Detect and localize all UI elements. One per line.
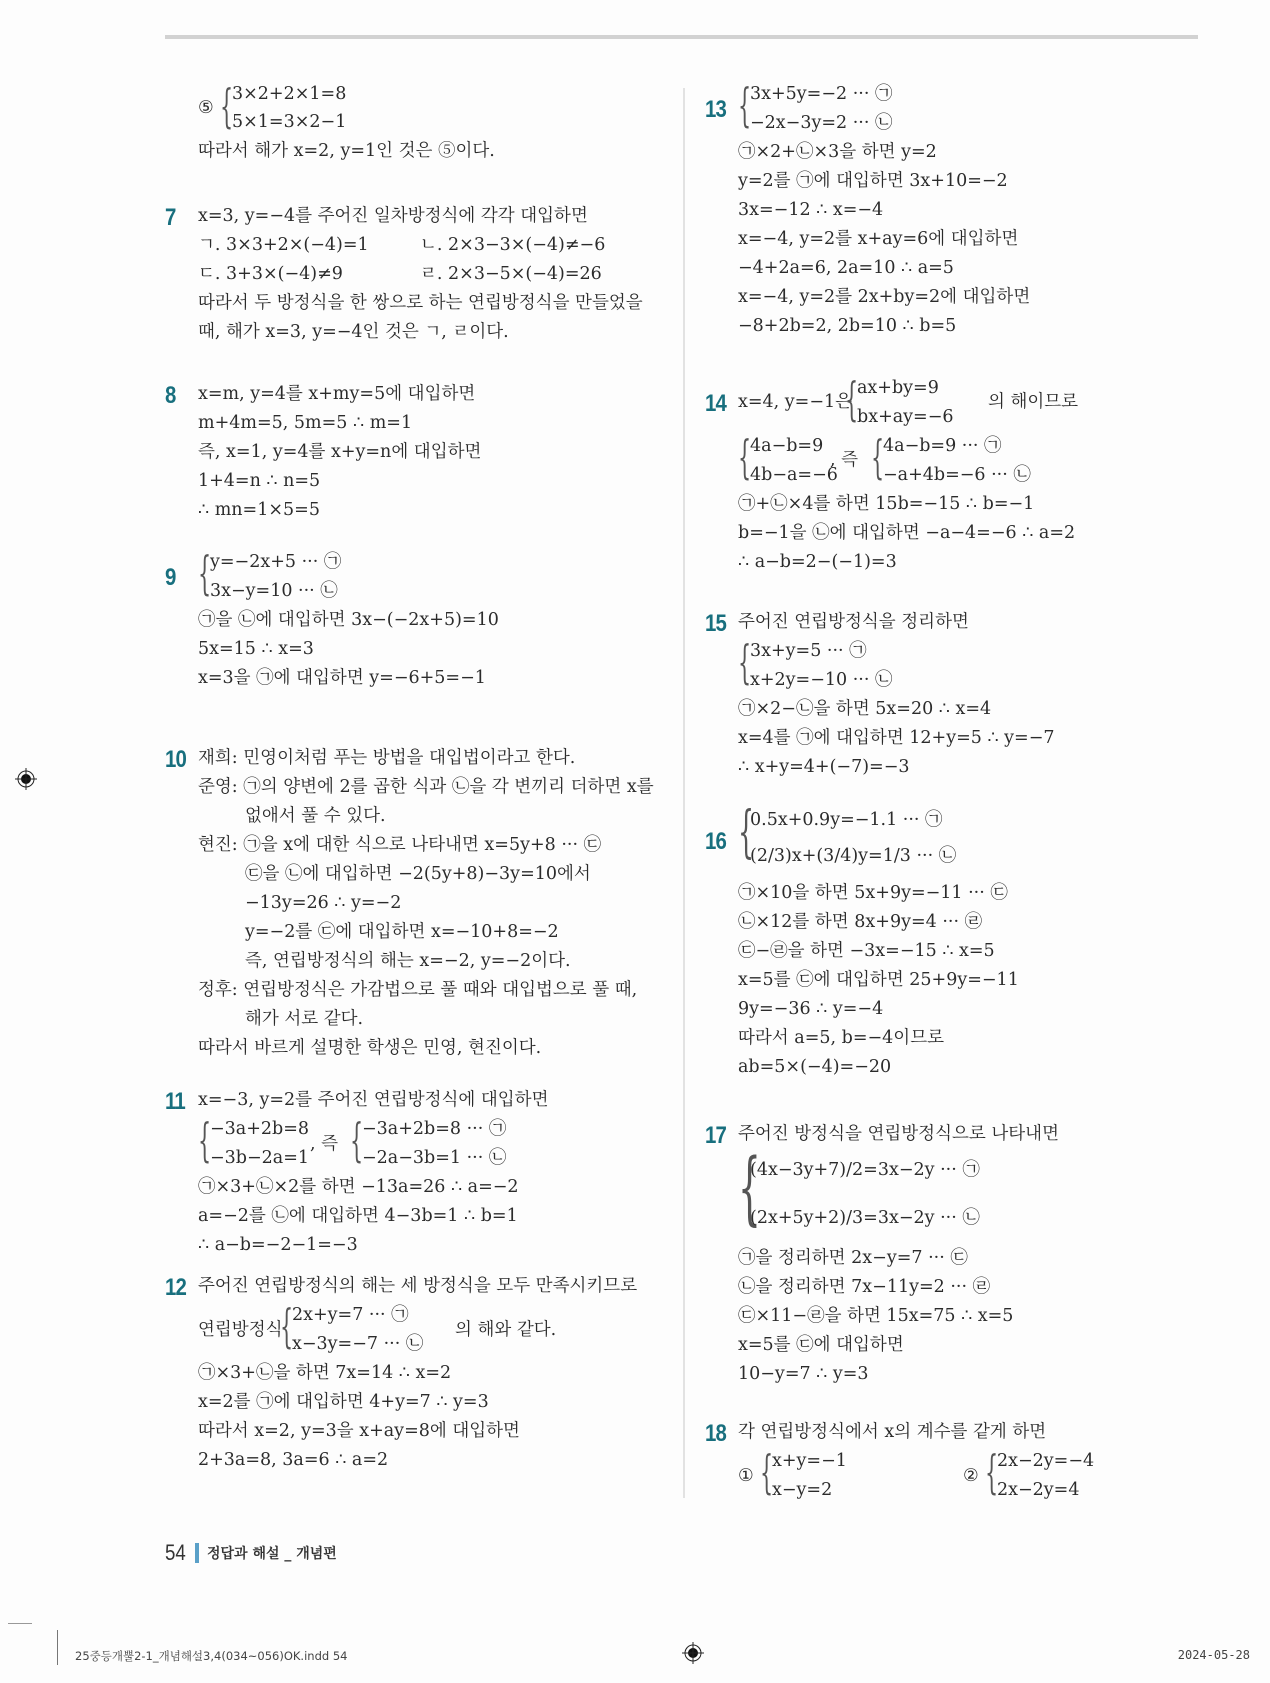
equation: 2x−2y=−4 [997,1451,1095,1471]
solution-line: x=4를 ㉠에 대입하면 12+y=5 ∴ y=−7 [738,728,1055,748]
brace: { [738,1141,761,1234]
equation: 3x−y=10 ··· ㉡ [210,581,338,601]
choice-marker: ② [963,1466,979,1486]
problem-number: 11 [165,1088,185,1115]
solution-line: ∴ x+y=4+(−7)=−3 [738,757,910,777]
brace: { [198,546,212,600]
solution-line: 3x=−12 ∴ x=−4 [738,200,884,220]
solution-line: ㉠을 정리하면 2x−y=7 ··· ㉢ [738,1248,968,1268]
solution-line: ㉠을 ㉡에 대입하면 3x−(−2x+5)=10 [198,610,499,630]
crop-mark [57,1630,58,1665]
solution-line: ㄴ. 2×3−3×(−4)≠−6 [420,235,606,255]
equation: bx+ay=−6 [857,407,954,427]
choice-marker: ① [738,1466,754,1486]
brace: { [220,79,234,133]
solution-line: a=−2를 ㉡에 대입하면 4−3b=1 ∴ b=1 [198,1206,518,1226]
solution-line: 각 연립방정식에서 x의 계수를 같게 하면 [738,1422,1047,1442]
registration-mark-icon [682,1642,704,1664]
problem-number: 12 [165,1274,186,1301]
solution-line: ㄷ. 3+3×(−4)≠9 [198,264,343,284]
equation: 2x+y=7 ··· ㉠ [292,1305,409,1325]
problem-number: 7 [165,204,176,231]
solution-line: 재희: 민영이처럼 푸는 방법을 대입법이라고 한다. [198,748,576,768]
solution-line: 즉, x=1, y=4를 x+y=n에 대입하면 [198,442,482,462]
problem-number: 9 [165,564,176,591]
equation: −3b−2a=1 [210,1148,310,1168]
problem-number: 8 [165,382,176,409]
solution-line: 따라서 x=2, y=3을 x+ay=8에 대입하면 [198,1421,520,1441]
equation: −3a+2b=8 ··· ㉠ [362,1119,507,1139]
solution-line: 의 해이므로 [988,392,1079,412]
solution-line: 때, 해가 x=3, y=−4인 것은 ㄱ, ㄹ이다. [198,322,509,342]
equation: y=−2x+5 ··· ㉠ [210,552,342,572]
equation: ax+by=9 [857,378,939,398]
equation: x+y=−1 [772,1451,847,1471]
equation: x−y=2 [772,1480,833,1500]
conclusion: 따라서 해가 x=2, y=1인 것은 ⑤이다. [198,141,495,161]
solution-line: 연립방정식 [198,1320,283,1340]
solution-line: 주어진 연립방정식의 해는 세 방정식을 모두 만족시키므로 [198,1276,638,1296]
solution-line: 정후: 연립방정식은 가감법으로 풀 때와 대입법으로 풀 때, [198,980,638,1000]
solution-line: y=2를 ㉠에 대입하면 3x+10=−2 [738,171,1008,191]
registration-mark-icon [15,768,37,790]
solution-line: 현진: ㉠을 x에 대한 식으로 나타내면 x=5y+8 ··· ㉢ [198,835,602,855]
problem-number: 17 [705,1122,726,1149]
solution-line: 따라서 두 방정식을 한 쌍으로 하는 연립방정식을 만들었을 [198,293,643,313]
equation: x+2y=−10 ··· ㉡ [750,670,893,690]
solution-line: 없애서 풀 수 있다. [245,806,386,826]
solution-line: x=2를 ㉠에 대입하면 4+y=7 ∴ y=3 [198,1392,489,1412]
print-slug: 25중등개뿔2-1_개념해설3,4(034~056)OK.indd 54 [75,1649,348,1663]
problem-number: 13 [705,96,726,123]
solution-line: 1+4=n ∴ n=5 [198,471,321,491]
solution-line: 9y=−36 ∴ y=−4 [738,999,884,1019]
solution-line: 의 해와 같다. [455,1320,557,1340]
solution-line: 10−y=7 ∴ y=3 [738,1364,869,1384]
equation: x−3y=−7 ··· ㉡ [292,1334,424,1354]
top-rule [165,35,1198,39]
solution-line: ∴ a−b=2−(−1)=3 [738,552,897,572]
solution-line: m+4m=5, 5m=5 ∴ m=1 [198,413,413,433]
brace: { [350,1113,364,1167]
brace: { [738,78,752,132]
equation: 2x−2y=4 [997,1480,1080,1500]
page-number: 54 [165,1540,186,1565]
problem-number: 10 [165,746,186,773]
solution-line: ㉡×12를 하면 8x+9y=4 ··· ㉣ [738,912,983,932]
problem-number: 16 [705,828,726,855]
equation: (2x+5y+2)/3=3x−2y ··· ㉡ [750,1208,980,1228]
equation: 4a−b=9 ··· ㉠ [883,436,1002,456]
footer-title: 정답과 해설 _ 개념편 [207,1546,337,1562]
solution-line: x=−4, y=2를 x+ay=6에 대입하면 [738,229,1019,249]
equation: 0.5x+0.9y=−1.1 ··· ㉠ [750,810,943,830]
brace: { [738,430,752,484]
solution-line: ㉠×10을 하면 5x+9y=−11 ··· ㉢ [738,883,1008,903]
solution-line: −13y=26 ∴ y=−2 [245,893,402,913]
equation: 3×2+2×1=8 [232,84,347,104]
problem-number: 14 [705,390,726,417]
equation: (4x−3y+7)/2=3x−2y ··· ㉠ [750,1160,980,1180]
solution-line: b=−1을 ㉡에 대입하면 −a−4=−6 ∴ a=2 [738,523,1076,543]
solution-line: y=−2를 ㉢에 대입하면 x=−10+8=−2 [245,922,559,942]
solution-line: ㉡을 정리하면 7x−11y=2 ··· ㉣ [738,1277,991,1297]
solution-line: 주어진 방정식을 연립방정식으로 나타내면 [738,1124,1059,1144]
solution-line: 즉, 연립방정식의 해는 x=−2, y=−2이다. [245,951,571,971]
solution-line: x=−3, y=2를 주어진 연립방정식에 대입하면 [198,1090,549,1110]
crop-mark [8,1623,32,1624]
equation: −2a−3b=1 ··· ㉡ [362,1148,507,1168]
solution-line: ㉢−㉣을 하면 −3x=−15 ∴ x=5 [738,941,995,961]
solution-line: 따라서 바르게 설명한 학생은 민영, 현진이다. [198,1038,542,1058]
solution-line: ㄹ. 2×3−5×(−4)=26 [420,264,602,284]
solution-line: ㉢을 ㉡에 대입하면 −2(5y+8)−3y=10에서 [245,864,591,884]
solution-line: ㄱ. 3×3+2×(−4)=1 [198,235,369,255]
solution-line: ㉠×3+㉡을 하면 7x=14 ∴ x=2 [198,1363,452,1383]
brace: { [280,1299,294,1353]
equation: 4b−a=−6 [750,465,838,485]
solution-line: 5x=15 ∴ x=3 [198,639,314,659]
solution-line: ㉢×11−㉣을 하면 15x=75 ∴ x=5 [738,1306,1014,1326]
solution-line: x=5를 ㉢에 대입하면 [738,1335,904,1355]
footer-bar [195,1543,199,1563]
solution-line: 준영: ㉠의 양변에 2를 곱한 식과 ㉡을 각 변끼리 더하면 x를 [198,777,654,797]
equation: (2/3)x+(3/4)y=1/3 ··· ㉡ [750,846,957,866]
solution-line: x=−4, y=2를 2x+by=2에 대입하면 [738,287,1031,307]
solution-line: 따라서 a=5, b=−4이므로 [738,1028,945,1048]
solution-line: 해가 서로 같다. [245,1009,364,1029]
brace: { [738,635,752,689]
solution-line: ㉠×2−㉡을 하면 5x=20 ∴ x=4 [738,699,992,719]
brace: { [985,1445,999,1499]
solution-line: x=3을 ㉠에 대입하면 y=−6+5=−1 [198,668,486,688]
equation: −a+4b=−6 ··· ㉡ [883,465,1031,485]
brace: { [760,1445,774,1499]
brace: { [871,430,885,484]
solution-line: ∴ a−b=−2−1=−3 [198,1235,358,1255]
equation: 4a−b=9 [750,436,824,456]
solution-line: −8+2b=2, 2b=10 ∴ b=5 [738,316,957,336]
solution-line: x=4, y=−1은 [738,392,853,412]
equation: 3x+y=5 ··· ㉠ [750,641,867,661]
problem-number: 15 [705,610,726,637]
solution-line: x=m, y=4를 x+my=5에 대입하면 [198,384,476,404]
solution-line: ∴ mn=1×5=5 [198,500,320,520]
choice-marker: ⑤ [198,98,214,118]
column-divider [683,88,685,1498]
solution-line: x=3, y=−4를 주어진 일차방정식에 각각 대입하면 [198,206,588,226]
equation: −3a+2b=8 [210,1119,310,1139]
equation: 3x+5y=−2 ··· ㉠ [750,84,893,104]
print-date: 2024-05-28 [1177,1648,1250,1662]
solution-line: ㉠×3+㉡×2를 하면 −13a=26 ∴ a=−2 [198,1177,519,1197]
solution-line: ㉠+㉡×4를 하면 15b=−15 ∴ b=−1 [738,494,1035,514]
solution-line: 2+3a=8, 3a=6 ∴ a=2 [198,1450,389,1470]
solution-line: −4+2a=6, 2a=10 ∴ a=5 [738,258,954,278]
joiner-text: , 즉 [310,1134,339,1154]
solution-line: 주어진 연립방정식을 정리하면 [738,612,969,632]
equation: −2x−3y=2 ··· ㉡ [750,113,893,133]
equation: 5×1=3×2−1 [232,112,347,132]
brace: { [738,800,755,865]
brace: { [845,372,859,426]
problem-number: 18 [705,1420,726,1447]
brace: { [198,1113,212,1167]
solution-line: ㉠×2+㉡×3을 하면 y=2 [738,142,937,162]
solution-line: ab=5×(−4)=−20 [738,1057,892,1077]
solution-line: x=5를 ㉢에 대입하면 25+9y=−11 [738,970,1019,990]
joiner-text: , 즉 [830,450,859,470]
